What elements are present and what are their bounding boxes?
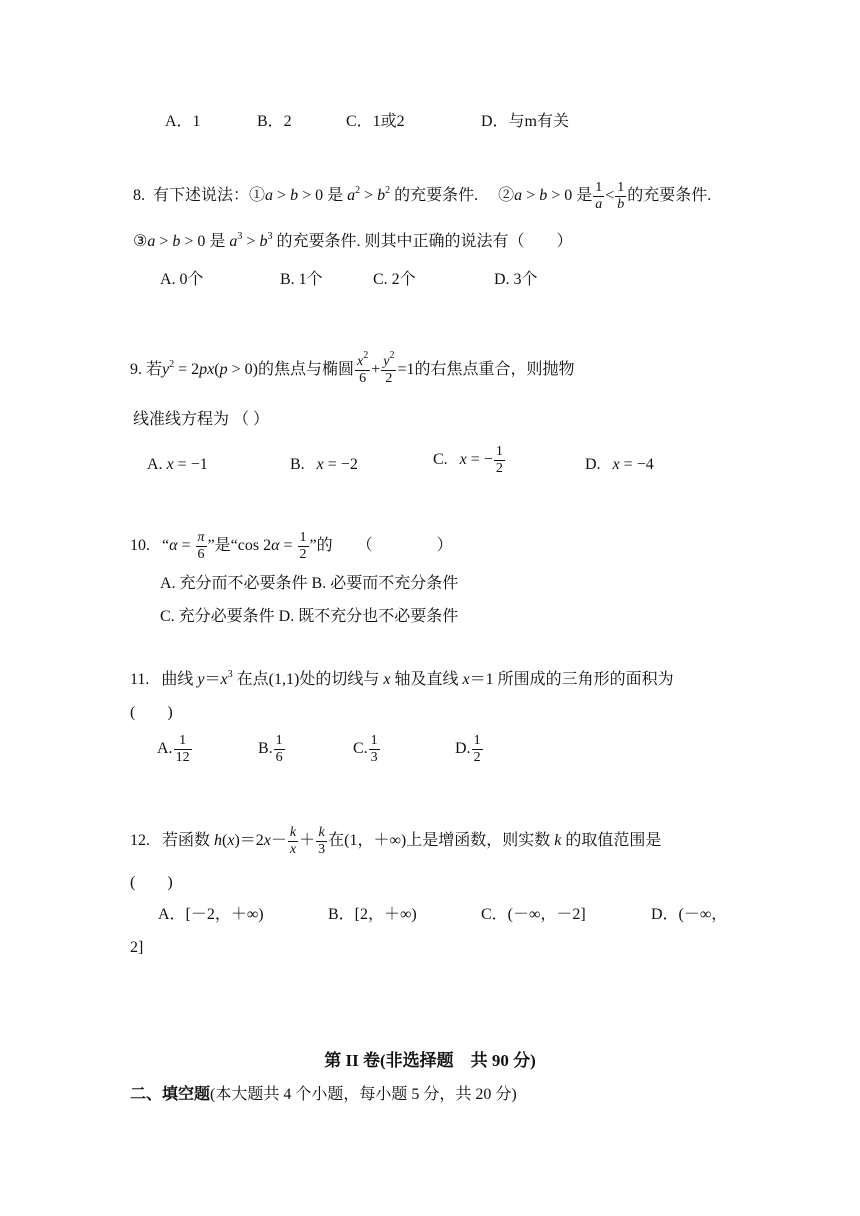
q12-paren: ( ) <box>130 874 173 891</box>
q8-s3-end: 的充要条件. 则其中正确的说法有（ ） <box>276 233 573 250</box>
question-8-line2: ③a > b > 0 是 $a^3 > b^3$ 的充要条件. 则其中正确的说法有（ ） <box>133 231 573 250</box>
q11-number: 11. <box>130 671 150 688</box>
q8-option-b: B. 1个 <box>280 271 323 288</box>
q8-s1-mark: ① <box>249 187 266 205</box>
q8-intro: 有下述说法： <box>153 187 250 205</box>
q11-paren: ( ) <box>130 704 173 721</box>
question-9-line1: 9. 若$y^2 = 2px(p > 0)$的焦点与椭圆 $\frac{x^2}{6}$ + $\frac{y^2}{2}$ =1的右焦点重合，则抛物 <box>130 350 575 386</box>
q8-number: 8. <box>133 187 145 205</box>
q9-end: 的右焦点重合，则抛物 <box>414 361 575 379</box>
q9-option-a: A. x = −1 <box>147 456 208 473</box>
q10-end: ”的 （ ） <box>309 537 453 555</box>
q9-mid: 的焦点与椭圆 <box>257 361 354 379</box>
q12-option-b: B．[2，＋∞) <box>328 906 417 923</box>
q8-s3-mid: 是 <box>209 233 226 250</box>
q8-s3-mark: ③ <box>133 233 148 250</box>
q9-option-c: C. x = − $\frac{1}{2}$ <box>433 444 503 476</box>
question-8-line1: 8. 有下述说法：①a > b > 0 是 $a^2 > b^2$ 的充要条件. ②a > b > 0 是 $\frac{1}{a}$ < $\frac{1}{b}$ 的充要条件. <box>133 180 712 212</box>
q12-option-d: D．(－∞， <box>651 906 728 923</box>
q11-option-b: B. $\frac{1}{6}$ <box>258 733 283 765</box>
q11-option-c: C. $\frac{1}{3}$ <box>353 733 378 765</box>
q8-s1-end: 的充要条件. <box>394 187 479 205</box>
q8-s1-mid: 是 <box>327 187 344 205</box>
q7-option-b: B．2 <box>257 113 292 130</box>
q9-option-d: D. x = −4 <box>585 456 654 473</box>
q10-options-row1: A. 充分而不必要条件 B. 必要而不充分条件 <box>160 575 459 592</box>
q11-option-d: D. $\frac{1}{2}$ <box>455 733 481 765</box>
q8-option-d: D. 3个 <box>494 271 538 288</box>
question-10: 10. “α = $\frac{\pi}{6}$ ”是“cos 2α = $\frac{1}{2}$ ”的 （ ） <box>130 530 453 562</box>
q8-s2-mark: ② <box>498 187 515 205</box>
q12-number: 12. <box>130 832 150 850</box>
question-9-line2: 线准线方程为 （ ） <box>133 411 270 428</box>
q12-option-c: C．(－∞，－2] <box>481 906 586 923</box>
question-12: 12. 若函数 h(x)＝2x－ $\frac{k}{x}$ ＋ $\frac{k}{3}$ 在(1，＋∞)上是增函数，则实数 k 的取值范围是 <box>130 825 662 857</box>
q9-number: 9. <box>130 361 142 379</box>
q8-option-c: C. 2个 <box>373 271 416 288</box>
part2-title: 第 II 卷(非选择题 共 90 分) <box>324 1051 536 1070</box>
section-heading: 二、填空题 <box>130 1086 211 1103</box>
q7-option-c: C．1或2 <box>346 113 405 130</box>
q9-option-b: B. x = −2 <box>290 456 358 473</box>
q12-option-a: A．[－2，＋∞) <box>158 906 264 923</box>
q8-s2-mid: 是 <box>576 187 593 205</box>
q7-option-a: A．1 <box>165 113 201 130</box>
q7-option-d: D．与m有关 <box>481 113 570 130</box>
q12-option-d-wrap: 2] <box>130 939 144 956</box>
q9-prefix: 若 <box>146 361 163 379</box>
q11-option-a: A. $\frac{1}{12}$ <box>157 733 190 765</box>
section-note: (本大题共 4 个小题，每小题 5 分，共 20 分) <box>210 1086 517 1103</box>
q8-s2-end: 的充要条件. <box>627 187 712 205</box>
q10-number: 10. <box>130 537 150 555</box>
question-11: 11. 曲线 $y=x^3$ 在点(1,1)处的切线与 x 轴及直线 x＝1 所围成的三角形的面积为 <box>130 669 674 688</box>
q10-options-row2: C. 充分必要条件 D. 既不充分也不必要条件 <box>160 608 459 625</box>
q8-option-a: A. 0个 <box>160 271 204 288</box>
part2-section <box>130 1085 517 1105</box>
